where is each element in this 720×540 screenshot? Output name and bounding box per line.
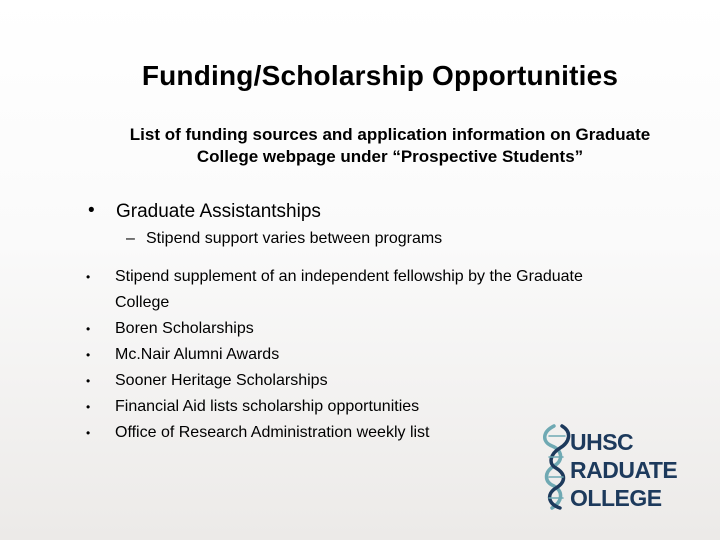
- logo-text-college: OLLEGE: [570, 485, 662, 511]
- list-item: [86, 264, 655, 316]
- list-item-text: Office of Research Administration weekly list: [115, 424, 430, 441]
- slide-title: Funding/Scholarship Opportunities: [141, 60, 619, 91]
- list-item: [86, 394, 655, 420]
- list-item-text: Mc.Nair Alumni Awards: [115, 346, 280, 363]
- logo-text-graduate: RADUATE: [570, 457, 678, 483]
- dna-helix-icon: [545, 426, 569, 508]
- list-item-text-continued: College: [115, 294, 170, 311]
- bullet-icon: •: [86, 270, 91, 284]
- bullet-icon: •: [86, 348, 91, 362]
- subtitle-line-1: List of funding sources and application information on Graduate: [129, 125, 651, 144]
- list-item-text: Stipend supplement of an independent fellowship by the Graduate: [115, 268, 583, 285]
- slide-subtitle: [100, 124, 680, 168]
- sub-bullet: [126, 230, 442, 248]
- funding-list: [86, 264, 655, 446]
- sub-bullet-text: Stipend support varies between programs: [146, 230, 443, 247]
- list-item: [86, 368, 655, 394]
- list-item: [86, 342, 655, 368]
- list-item: [86, 316, 655, 342]
- list-item-text: Financial Aid lists scholarship opportunities: [115, 398, 420, 415]
- bullet-icon: •: [86, 400, 91, 414]
- main-bullet-text: Graduate Assistantships: [116, 201, 321, 222]
- list-item-text: Boren Scholarships: [115, 320, 254, 337]
- logo-text-uhsc: UHSC: [570, 429, 634, 455]
- bullet-icon: •: [86, 374, 91, 388]
- subtitle-line-2: College webpage under “Prospective Students”: [196, 147, 584, 166]
- bullet-icon: •: [88, 200, 95, 221]
- ouhsc-graduate-college-logo: [540, 420, 690, 515]
- bullet-icon: •: [86, 322, 91, 336]
- dash-icon: –: [126, 230, 135, 247]
- bullet-icon: •: [86, 426, 91, 440]
- list-item-text: Sooner Heritage Scholarships: [115, 372, 328, 389]
